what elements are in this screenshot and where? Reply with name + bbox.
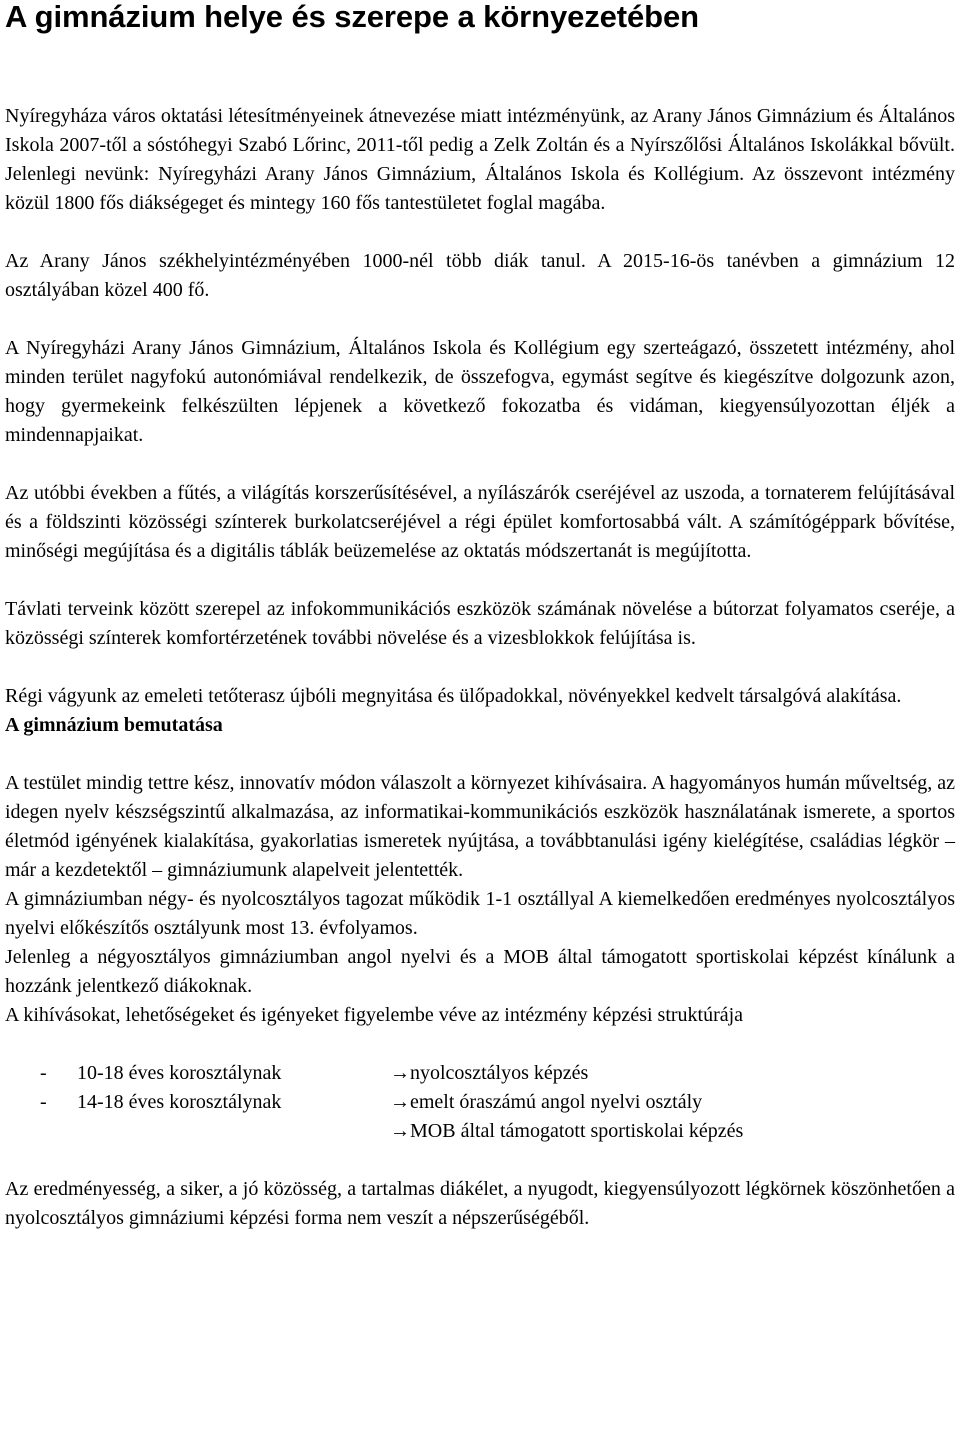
list-age-group: 10-18 éves korosztálynak [77, 1062, 282, 1084]
document-body [5, 102, 955, 1233]
arrow-right-icon: → [390, 1062, 410, 1084]
paragraph-institution-structure: A Nyíregyházi Arany János Gimnázium, Általános Iskola és Kollégium egy szerteágazó, összetett intézmény, ahol minden terület nagyfokú autonómiával rendelkezik, de összefogva, egymást segítve és kiegészítve dolgozunk azon, hogy gyermekeink felkészülten lépjenek a következő fokozatba és vidáman, kiegyensúlyozottan éljék a mindennapjaikat. [5, 337, 955, 446]
document-title: A gimnázium helye és szerepe a környezetében [5, 0, 699, 34]
list-bullet: - [40, 1062, 47, 1084]
list-age-group [77, 1117, 381, 1146]
paragraph-institution-history: Nyíregyháza város oktatási létesítményeinek átnevezése miatt intézményünk, az Arany János Gimnázium és Általános Iskola 2007-től a sóstóhegyi Szabó Lőrinc, 2011-től pedig a Zelk Zoltán és a Nyírszőlősi Általános Iskolákkal bővült. Jelenlegi nevünk: Nyíregyházi Arany János Gimnázium, Általános Iskola és Kollégium. Az összevont intézmény közül 1800 fős diákségeget és mintegy 160 fős tantestületet foglal magába. [5, 105, 955, 214]
list-bullet: - [40, 1091, 47, 1113]
training-structure-list [5, 1059, 955, 1146]
paragraph-closing: Az eredményesség, a siker, a jó közösség, a tartalmas diákélet, a nyugodt, kiegyensúlyozott légkörnek köszönhetően a nyolcosztályos gimnáziumi képzési forma nem veszít a népszerűségéből. [5, 1178, 955, 1229]
list-program: nyolcosztályos képzés [410, 1062, 589, 1084]
paragraph-structure-intro: A kihívásokat, lehetőségeket és igényeket figyelembe véve az intézmény képzési struktúrája [5, 1004, 744, 1026]
paragraph-tracks: A gimnáziumban négy- és nyolcosztályos tagozat működik 1-1 osztállyal A kiemelkedően eredményes nyolcosztályos nyelvi előkészítős osztályunk most 13. évfolyamos. [5, 888, 955, 939]
paragraph-faculty: A testület mindig tettre kész, innovatív módon válaszolt a környezet kihívásaira. A hagyományos humán műveltség, az idegen nyelv készségszintű alkalmazása, az informatikai-kommunikációs eszközök használatának ismerete, a sportos életmód igényének kialakítása, gyakorlatias ismeretek nyújtása, a továbbtanulási igény kielégítése, családias légkör – már a kezdetektől – gimnáziumunk alapelveit jelentették. [5, 772, 955, 881]
list-program: MOB által támogatott sportiskolai képzés [410, 1120, 744, 1142]
paragraph-future-plans: Távlati terveink között szerepel az infokommunikációs eszközök számának növelése a bútorzat folyamatos cseréje, a közösségi színterek komfortérzetének további növelése és a vizesblokkok felújítása is. [5, 598, 955, 649]
list-item [5, 1059, 955, 1088]
paragraph-current-offer: Jelenleg a négyosztályos gimnáziumban angol nyelvi és a MOB által támogatott sportiskolai képzést kínálunk a hozzánk jelentkező diákoknak. [5, 946, 955, 997]
arrow-right-icon: → [390, 1091, 410, 1113]
paragraph-student-count: Az Arany János székhelyintézményében 1000-nél több diák tanul. A 2015-16-ös tanévben a gimnázium 12 osztályában közel 400 fő. [5, 250, 955, 301]
paragraph-renovations: Az utóbbi években a fűtés, a világítás korszerűsítésével, a nyílászárók cseréjével az uszoda, a tornaterem felújításával és a földszinti közösségi színterek burkolatcseréjével a régi épület komfortosabbá vált. A számítógéppark bővítése, minőségi megújítása és a digitális táblák beüzemelése az oktatás módszertanát is megújította. [5, 482, 955, 562]
list-item [5, 1117, 955, 1146]
list-program: emelt óraszámú angol nyelvi osztály [410, 1091, 703, 1113]
section-heading: A gimnázium bemutatása [5, 714, 223, 736]
list-item [5, 1088, 955, 1117]
paragraph-old-wish: Régi vágyunk az emeleti tetőterasz újbóli megnyitása és ülőpadokkal, növényekkel kedvelt társalgóvá alakítása. [5, 685, 902, 707]
arrow-right-icon: → [390, 1120, 410, 1142]
list-bullet [5, 1117, 77, 1146]
list-age-group: 14-18 éves korosztálynak [77, 1091, 282, 1113]
